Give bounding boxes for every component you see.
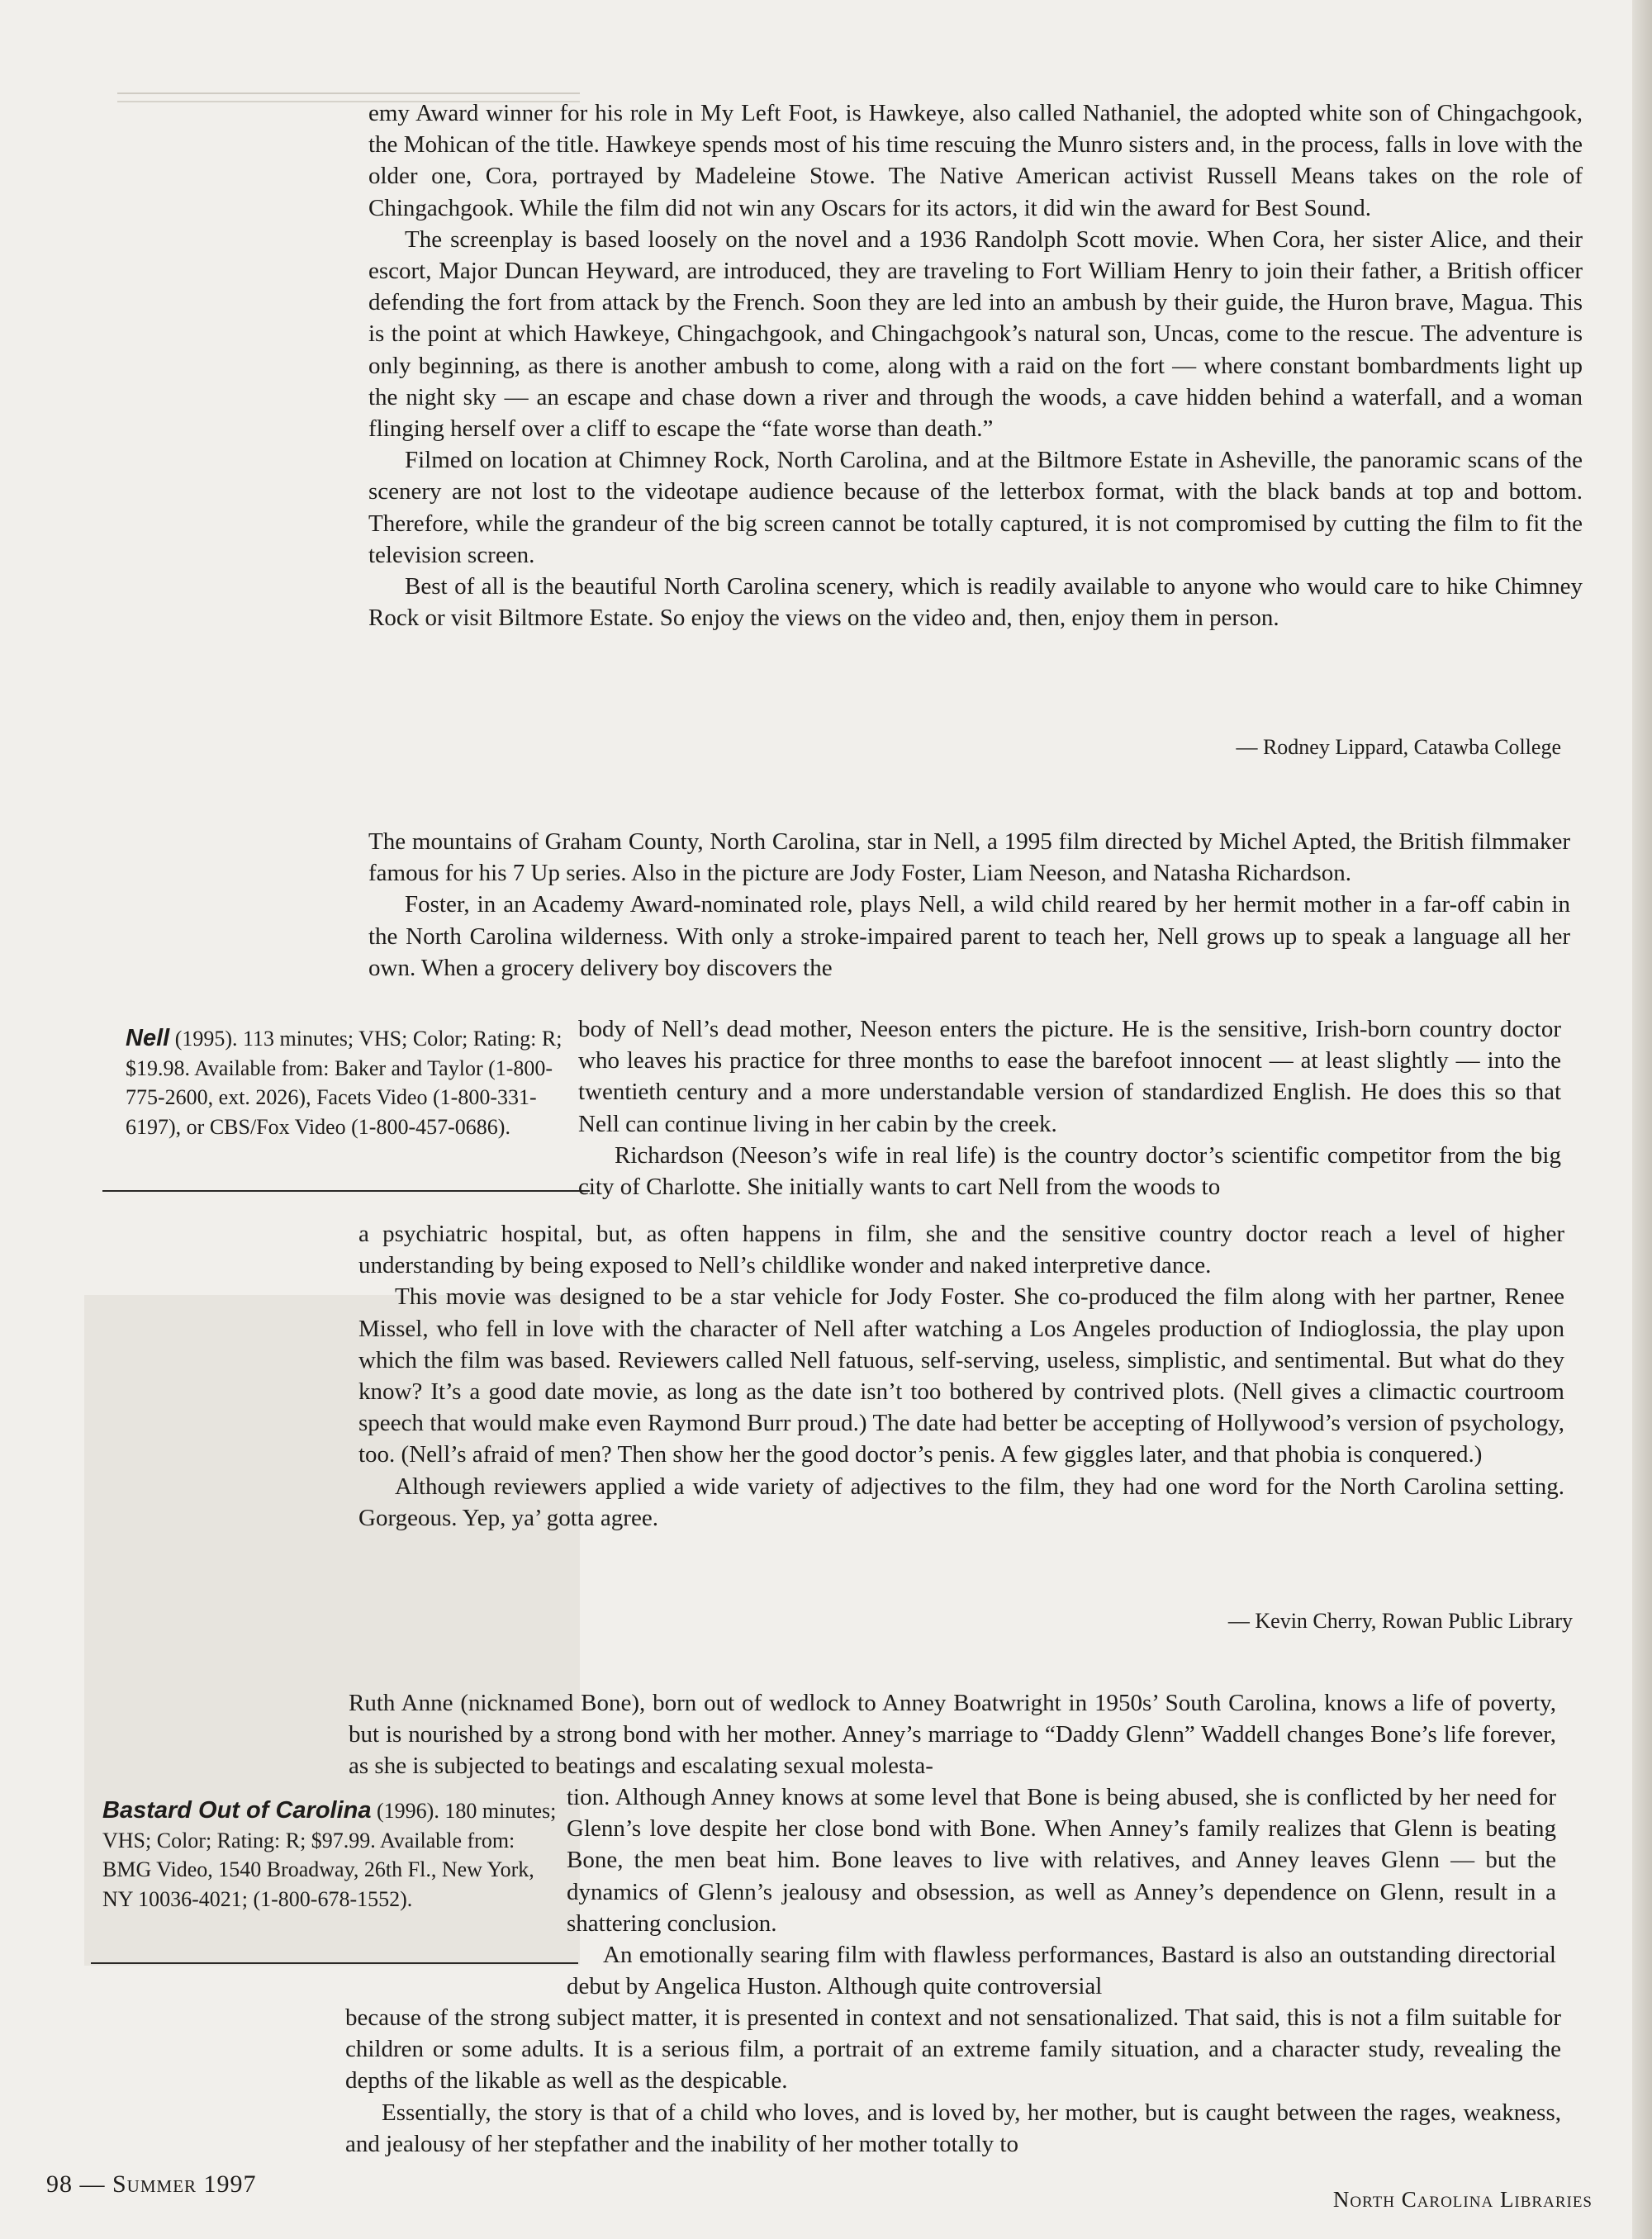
page-edge: [1632, 0, 1652, 2239]
bastard-film-details: [102, 1796, 565, 1914]
review2-paragraph-6: This movie was designed to be a star vehicle for Jody Foster. She co-produced the film along with her partner, Renee Missel, who fell in love with the character of Nell after watching a Los Angeles production of Indioglossia, the play upon which the film was based. Reviewers called Nell fatuous, self-serving, useless, simplistic, and sentimental. But what do they know? It’s a good date movie, as long as the date isn’t too bothered by contrived plots. (Nell gives a climactic courtroom speech that would make even Raymond Burr proud.) The date had better be accepting of Hollywood’s version of psychology, too. (Nell’s afraid of men? Then show her the good doctor’s penis. A few giggles later, and that phobia is conquered.): [358, 1283, 1564, 1468]
review-nell-intro: [368, 826, 1570, 984]
review2-paragraph-2: Foster, in an Academy Award-nominated role, plays Nell, a wild child reared by her hermit mother in a far-off cabin in the North Carolina wilderness. With only a stroke-impaired parent to teach her, Nell grows up to speak a language all her own. When a grocery delivery boy discovers the: [368, 891, 1570, 981]
bastard-title: Bastard Out of Carolina: [102, 1797, 372, 1824]
review-bastard-wrap: [567, 1781, 1556, 2002]
review1-paragraph-2: The screenplay is based loosely on the novel and a 1936 Randolph Scott movie. When Cora, her sister Alice, and their escort, Major Duncan Heyward, are introduced, they are traveling to Fort William Henry to join their father, a British officer defending the fort from attack by the French. Soon they are led into an ambush by their guide, the Huron brave, Magua. This is the point at which Hawkeye, Chingachgook, and Chingachgook’s natural son, Uncas, come to the rescue. The adventure is only beginning, as there is another ambush to come, along with a raid on the fort — where constant bombardments light up the night sky — an escape and chase down a river and through the woods, a cave hidden behind a waterfall, and a woman flinging herself over a cliff to escape the “fate worse than death.”: [368, 225, 1583, 443]
review2-paragraph-5: a psychiatric hospital, but, as often happens in film, she and the sensitive country doctor reach a level of higher understanding by being exposed to Nell’s childlike wonder and naked interpretive dance.: [358, 1221, 1564, 1279]
review-last-of-the-mohicans: [368, 97, 1583, 633]
review2-paragraph-3: body of Nell’s dead mother, Neeson enters the picture. He is the sensitive, Irish-born country doctor who leaves his practice for three months to ease the barefoot innocent — at least slightly — into the twentieth century and a more understandable version of standardized English. He does this so that Nell can continue living in her cabin by the creek.: [578, 1016, 1561, 1137]
sidebar-rule: [91, 1962, 578, 1964]
review3-paragraph-1: Ruth Anne (nicknamed Bone), born out of wedlock to Anney Boatwright in 1950s’ South Carolina, knows a life of poverty, but is nourished by a strong bond with her mother. Anney’s marriage to “Daddy Glenn” Waddell changes Bone’s life forever, as she is subjected to beatings and escalating sexual molesta-: [349, 1690, 1556, 1780]
review-bastard-intro: [349, 1687, 1556, 1782]
nell-details: (1995). 113 minutes; VHS; Color; Rating: R; $19.98. Available from: Baker and Taylor (1-800-775-2600, ext. 2026), Facets Video (1-800-331-6197), or CBS/Fox Video (1-800-457-0686).: [126, 1027, 563, 1139]
sidebar-rule: [102, 1190, 590, 1192]
nell-title: Nell: [126, 1025, 170, 1051]
review1-signature: — Rodney Lippard, Catawba College: [1236, 735, 1561, 759]
review-nell-body: [358, 1218, 1564, 1534]
review2-paragraph-7: Although reviewers applied a wide variety of adjectives to the film, they had one word for the North Carolina setting. Gorgeous. Yep, ya’ gotta agree.: [358, 1473, 1564, 1531]
bastard-details: (1996). 180 minutes; VHS; Color; Rating: R; $97.99. Available from: BMG Video, 1540 Broadway, 26th Fl., New York, NY 10036-4021; (1-800-678-1552).: [102, 1799, 557, 1911]
review2-paragraph-4: Richardson (Neeson’s wife in real life) is the country doctor’s scientific competitor from the big city of Charlotte. She initially wants to cart Nell from the woods to: [578, 1141, 1561, 1201]
review-bastard-body: [345, 2002, 1561, 2160]
review2-paragraph-1: The mountains of Graham County, North Carolina, star in Nell, a 1995 film directed by Michel Apted, the British filmmaker famous for his 7 Up series. Also in the picture are Jody Foster, Liam Neeson, and Natasha Richardson.: [368, 828, 1570, 887]
journal-name: North Carolina Libraries: [1332, 2187, 1593, 2212]
review2-signature: — Kevin Cherry, Rowan Public Library: [1227, 1609, 1573, 1633]
review3-paragraph-3: An emotionally searing film with flawless performances, Bastard is also an outstanding directorial debut by Angelica Huston. Although quite controversial: [567, 1942, 1556, 2000]
nell-film-details: [126, 1024, 588, 1141]
page-number-issue: 98 — Summer 1997: [46, 2170, 257, 2198]
review3-paragraph-4: because of the strong subject matter, it is presented in context and not sensationalized. That said, this is not a film suitable for children or some adults. It is a serious film, a portrait of an extreme family situation, and a character study, revealing the depths of the likable as well as the despicable.: [345, 2004, 1561, 2094]
review3-paragraph-5: Essentially, the story is that of a child who loves, and is loved by, her mother, but is caught between the rages, weakness, and jealousy of her stepfather and the inability of her mother totally to: [345, 2099, 1561, 2157]
review1-paragraph-1: emy Award winner for his role in My Left Foot, is Hawkeye, also called Nathaniel, the adopted white son of Chingachgook, the Mohican of the title. Hawkeye spends most of his time rescuing the Munro sisters and, in the process, falls in love with the older one, Cora, portrayed by Madeleine Stowe. The Native American activist Russell Means takes on the role of Chingachgook. While the film did not win any Oscars for its actors, it did win the award for Best Sound.: [368, 100, 1583, 221]
review-nell-wrap: [578, 1013, 1561, 1203]
review3-paragraph-2: tion. Although Anney knows at some level that Bone is being abused, she is conflicted by her need for Glenn’s love despite her close bond with Bone. When Anney’s family realizes that Glenn is beating Bone, the men beat him. Bone leaves to live with relatives, and Anney leaves Glenn — but the dynamics of Glenn’s jealousy and obsession, as well as Anney’s dependence on Glenn, result in a shattering conclusion.: [567, 1784, 1556, 1937]
review1-paragraph-3: Filmed on location at Chimney Rock, North Carolina, and at the Biltmore Estate in Asheville, the panoramic scans of the scenery are not lost to the videotape audience because of the letterbox format, with the black bands at top and bottom. Therefore, while the grandeur of the big screen cannot be totally captured, it is not compromised by cutting the film to fit the television screen.: [368, 447, 1583, 568]
review1-paragraph-4: Best of all is the beautiful North Carolina scenery, which is readily available to anyone who would care to hike Chimney Rock or visit Biltmore Estate. So enjoy the views on the video and, then, enjoy them in person.: [368, 573, 1583, 632]
